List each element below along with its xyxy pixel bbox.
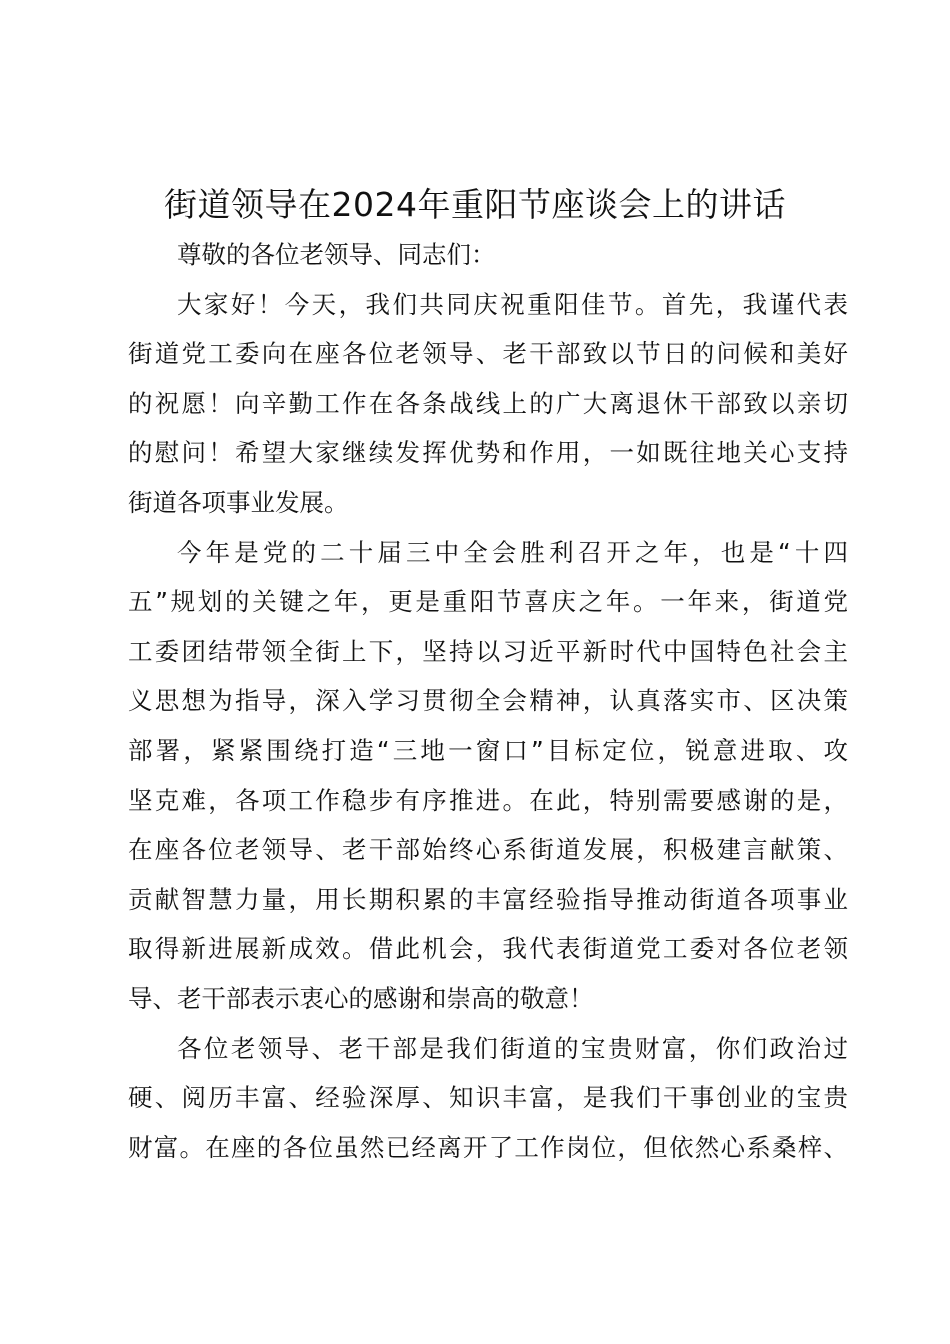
text-line: 财富。在座的各位虽然已经离开了工作岗位，但依然心系桑梓、 <box>128 1132 848 1162</box>
text-line: 工委团结带领全街上下，坚持以习近平新时代中国特色社会主 <box>128 636 848 666</box>
text-line: 贡献智慧力量，用长期积累的丰富经验指导推动街道各项事业 <box>128 884 848 914</box>
text-line: 尊敬的各位老领导、同志们： <box>177 240 496 269</box>
salutation-paragraph <box>128 230 848 280</box>
text-line: 在座各位老领导、老干部始终心系街道发展，积极建言献策、 <box>128 835 848 865</box>
text-line: 取得新进展新成效。借此机会，我代表街道党工委对各位老领 <box>128 934 848 964</box>
text-line: 义思想为指导，深入学习贯彻全会精神，认真落实市、区决策 <box>128 686 848 716</box>
text-line: 的祝愿！向辛勤工作在各条战线上的广大离退休干部致以亲切 <box>128 388 848 418</box>
text-line: 部署，紧紧围绕打造“三地一窗口”目标定位，锐意进取、攻 <box>128 735 848 765</box>
tribute-paragraph <box>128 1024 848 1173</box>
text-line: 坚克难，各项工作稳步有序推进。在此，特别需要感谢的是， <box>128 785 848 815</box>
text-line: 街道各项事业发展。 <box>128 487 349 517</box>
text-line: 五”规划的关键之年，更是重阳节喜庆之年。一年来，街道党 <box>128 587 848 617</box>
greeting-paragraph <box>128 280 848 528</box>
text-line: 今年是党的二十届三中全会胜利召开之年，也是“十四 <box>177 537 848 567</box>
text-line: 街道党工委向在座各位老领导、老干部致以节日的问候和美好 <box>128 339 848 369</box>
text-line: 硬、阅历丰富、经验深厚、知识丰富，是我们干事创业的宝贵 <box>128 1083 848 1113</box>
document-title: 街道领导在2024年重阳节座谈会上的讲话 <box>164 185 786 224</box>
document-body <box>128 230 848 1172</box>
text-line: 的慰问！希望大家继续发挥优势和作用，一如既往地关心支持 <box>128 438 848 468</box>
text-line: 大家好！今天，我们共同庆祝重阳佳节。首先，我谨代表 <box>177 289 848 319</box>
text-line: 导、老干部表示衷心的感谢和崇高的敬意！ <box>128 983 594 1013</box>
text-line: 各位老领导、老干部是我们街道的宝贵财富，你们政治过 <box>177 1033 848 1063</box>
review-paragraph <box>128 528 848 1024</box>
